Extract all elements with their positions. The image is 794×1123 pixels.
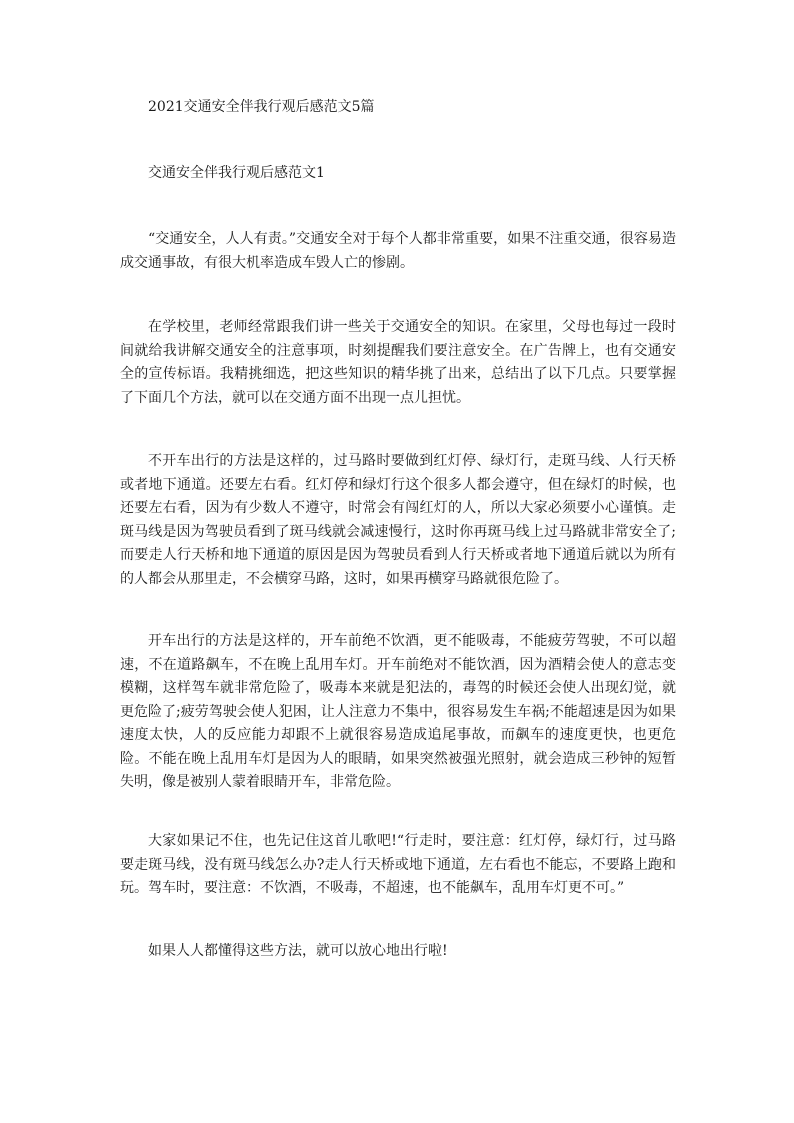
document-title: 2021交通安全伴我行观后感范文5篇 — [148, 99, 375, 115]
paragraph: 开车出行的方法是这样的，开车前绝不饮酒，更不能吸毒，不能疲劳驾驶，不可以超速，不在道路飙车，不在晚上乱用车灯。开车前绝对不能饮酒，因为酒精会使人的意志变模糊，这样驾车就非常危险了，吸毒本来就是犯法的，毒驾的时候还会使人出现幻觉，就更危险了;疲劳驾驶会使人犯困，让人注意力不集中，很容易发生车祸;不能超速是因为如果速度太快，人的反应能力却跟不上就很容易造成追尾事故，而飙车的速度更快，也更危险。不能在晚上乱用车灯是因为人的眼睛，如果突然被强光照射，就会造成三秒钟的短暂失明，像是被别人蒙着眼睛开车，非常危险。 — [120, 633, 676, 790]
paragraph: 大家如果记不住，也先记住这首儿歌吧!“行走时，要注意：红灯停，绿灯行，过马路要走斑马线，没有斑马线怎么办?走人行天桥或地下通道，左右看也不能忘，不要路上跑和玩。驾车时，要注意：不饮酒，不吸毒，不超速，也不能飙车，乱用车灯更不可。” — [120, 833, 676, 896]
paragraph: 如果人人都懂得这些方法，就可以放心地出行啦! — [148, 943, 448, 959]
paragraph: “交通安全，人人有责。”交通安全对于每个人都非常重要，如果不注重交通，很容易造成交通事故，有很大机率造成车毁人亡的惨剧。 — [120, 231, 676, 271]
paragraph: 在学校里，老师经常跟我们讲一些关于交通安全的知识。在家里，父母也每过一段时间就给我讲解交通安全的注意事项，时刻提醒我们要注意安全。在广告牌上，也有交通安全的宣传标语。我精挑细选，把这些知识的精华挑了出来，总结出了以下几点。只要掌握了下面几个方法，就可以在交通方面不出现一点儿担忧。 — [120, 319, 676, 406]
section-title: 交通安全伴我行观后感范文1 — [148, 165, 325, 181]
paragraph: 不开车出行的方法是这样的，过马路时要做到红灯停、绿灯行，走斑马线、人行天桥或者地下通道。还要左右看。红灯停和绿灯行这个很多人都会遵守，但在绿灯的时候，也还要左右看，因为有少数人不遵守，时常会有闯红灯的人，所以大家必须要小心谨慎。走斑马线是因为驾驶员看到了斑马线就会减速慢行，这时你再斑马线上过马路就非常安全了;而要走人行天桥和地下通道的原因是因为驾驶员看到人行天桥或者地下通道后就以为所有的人都会从那里走，不会横穿马路，这时，如果再横穿马路就很危险了。 — [120, 453, 676, 587]
